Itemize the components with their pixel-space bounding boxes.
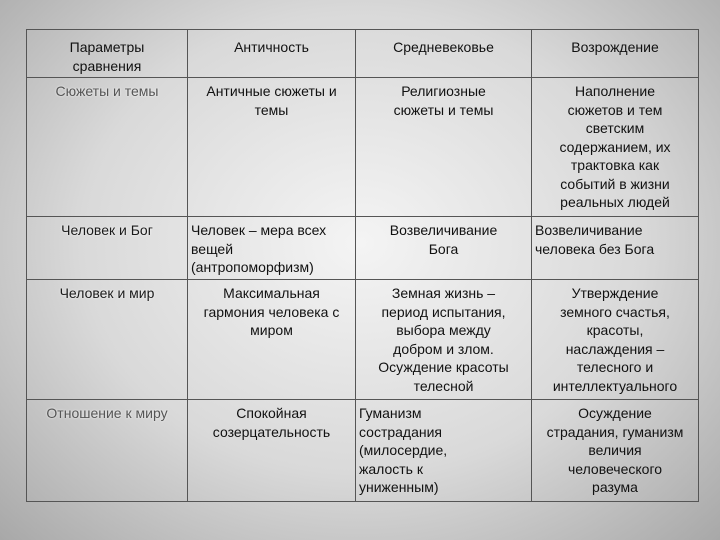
cell-antiquity: Спокойная созерцательность	[188, 400, 356, 502]
row-label-attitude-to-world: Отношение к миру	[27, 400, 188, 502]
cell-middle-ages: Гуманизм сострадания (милосердие, жалость к униженным)	[356, 400, 532, 502]
cell-antiquity: Человек – мера всех вещей (антропоморфизм)	[188, 217, 356, 280]
cell-renaissance: Наполнение сюжетов и тем светским содержанием, их трактовка как событий в жизни реальных людей	[532, 78, 699, 217]
cell-renaissance: Осуждение страдания, гуманизм величия человеческого разума	[532, 400, 699, 502]
cell-renaissance: Утверждение земного счастья, красоты, наслаждения – телесного и интеллектуального	[532, 280, 699, 400]
cell-antiquity: Максимальная гармония человека с миром	[188, 280, 356, 400]
table-header-row	[27, 30, 699, 78]
table-row	[27, 78, 699, 217]
header-antiquity: Античность	[188, 30, 356, 78]
cell-middle-ages: Возвеличивание Бога	[356, 217, 532, 280]
comparison-table	[26, 29, 699, 502]
row-label-themes: Сюжеты и темы	[27, 78, 188, 217]
row-label-man-and-world: Человек и мир	[27, 280, 188, 400]
table-row	[27, 217, 699, 280]
header-middle-ages: Средневековье	[356, 30, 532, 78]
table-row	[27, 400, 699, 502]
row-label-man-and-god: Человек и Бог	[27, 217, 188, 280]
cell-middle-ages: Земная жизнь – период испытания, выбора между добром и злом. Осуждение красоты телесной	[356, 280, 532, 400]
header-renaissance: Возрождение	[532, 30, 699, 78]
cell-antiquity: Античные сюжеты и темы	[188, 78, 356, 217]
cell-middle-ages: Религиозные сюжеты и темы	[356, 78, 532, 217]
table-row	[27, 280, 699, 400]
header-parameters: Параметры сравнения	[27, 30, 188, 78]
cell-renaissance: Возвеличивание человека без Бога	[532, 217, 699, 280]
